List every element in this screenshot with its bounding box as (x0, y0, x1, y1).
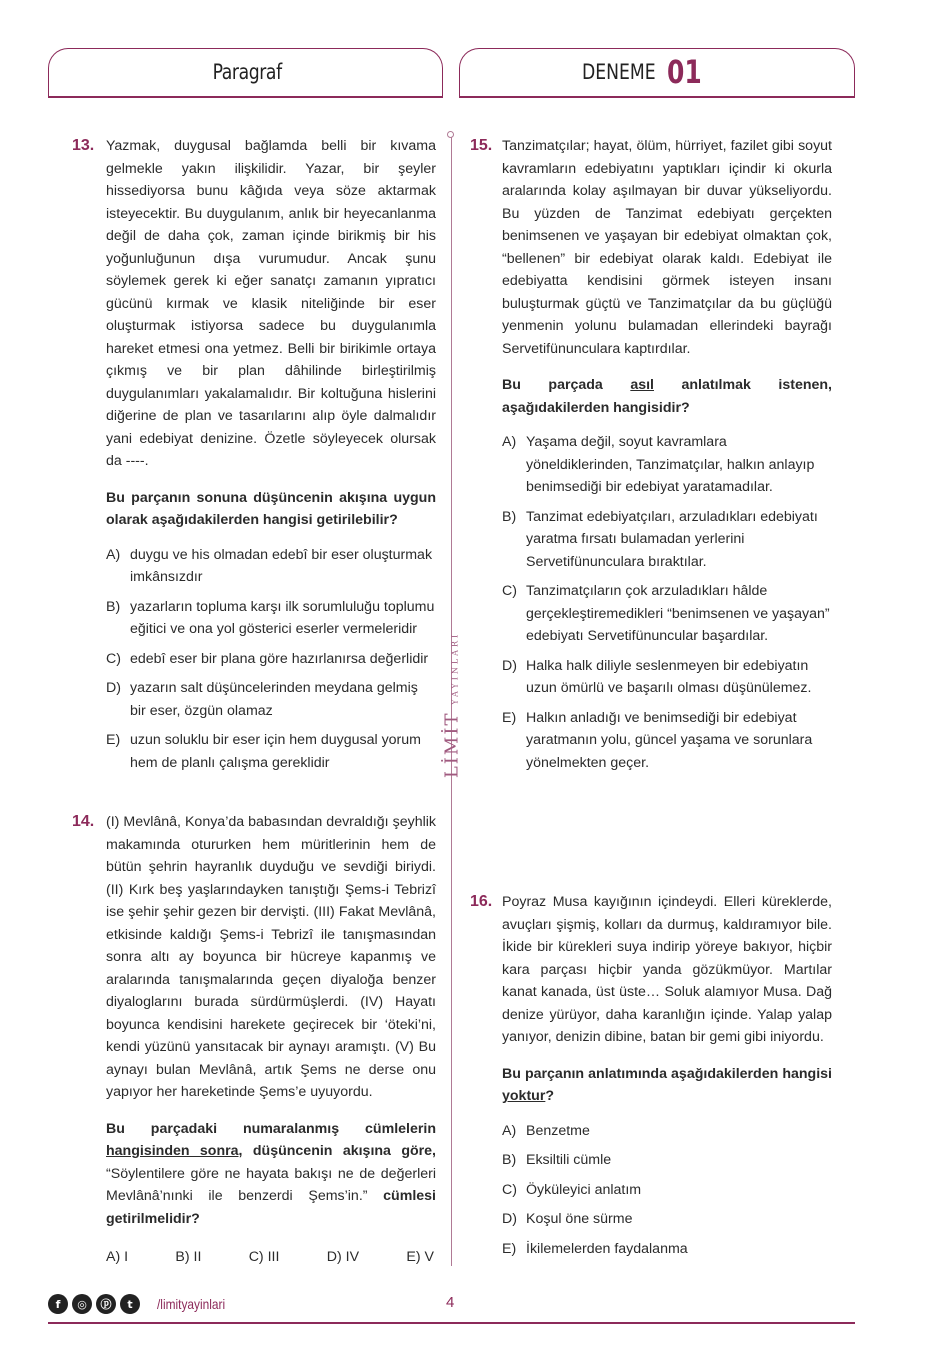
option-letter: B) (502, 1152, 517, 1168)
option-letter: A) (106, 546, 121, 563)
option-text: Tanzimat edebiyatçıları, arzuladıkları edebiyatı yaratma fırsatı bulamadan yerlerini Servetifünunculara bıraktılar. (526, 508, 818, 570)
option-letter: D) (502, 657, 517, 674)
answer-option[interactable] (106, 544, 436, 589)
option-letter: C) (502, 583, 517, 599)
option-text: yazarların topluma karşı ilk sorumluluğu toplumu eğitici ve ona yol gösterici eserler vermeleridir (130, 598, 435, 637)
answer-option[interactable] (502, 580, 832, 648)
answer-option[interactable] (502, 1238, 832, 1261)
option-text: duygu ve his olmadan edebî bir eser oluşturmak imkânsızdır (130, 546, 433, 585)
option-text: Eksiltili cümle (526, 1152, 612, 1168)
question-stem: Bu parçanın anlatımında aşağıdakilerden hangisi yoktur? (502, 1065, 832, 1104)
option-text: Öyküleyici anlatım (526, 1181, 642, 1198)
answer-option[interactable] (502, 1208, 832, 1231)
option-letter: E) (106, 732, 121, 748)
option-letter: A) (502, 434, 517, 450)
answer-option[interactable]: B) II (175, 1249, 202, 1265)
question-number: 16. (470, 893, 493, 910)
question-stem: Bu parçanın sonuna düşüncenin akışına uygun olarak aşağıdakilerden hangisi getirilebilir? (106, 489, 436, 528)
deneme-label: DENEME (582, 60, 656, 84)
footer-rule (48, 1322, 855, 1324)
social-handle: /limityayinlari (157, 1296, 226, 1312)
answer-option[interactable] (502, 707, 832, 775)
answer-option[interactable]: A) I (106, 1249, 129, 1265)
option-letter: B) (502, 508, 517, 525)
question-number: 14. (72, 813, 95, 830)
answer-option[interactable] (502, 655, 832, 700)
option-letter: E) (502, 709, 517, 726)
subject-title: Paragraf (212, 60, 282, 84)
option-letter: C) (502, 1181, 517, 1198)
answer-option[interactable] (502, 506, 832, 574)
answer-option[interactable]: D) IV (326, 1249, 360, 1265)
question-text: (I) Mevlânâ, Konya’da babasından devraldığı şeyhlik makamında otururken hem müritlerinin hem de bütün şehrin hayranlık duyduğu ve sevdiği biriydi. (II) Kırk beş yaşlarındayken tanıştığı Şems-i Tebrizî ise şehir şehir gezen bir dervişti. (III) Fakat Mevlânâ, etkisinde kaldığı Şems-i Tebrizî ile tanışmasından sonra altı ay boyunca bir hücreye kapanmış ve aralarında tanışmalarında geçen diyaloğa benzer diyaloglarını burada sürdürmüşlerdi. (IV) Hayatı boyunca kendisini harekete geçirecek bir ‘öteki’ni, kendi yüzünü yansıtacak bir aynayı aramıştı. (V) Bu aynayı bulan Mevlânâ, artık Şems ne derse onu yapıyor her hareketinde Şems’e uyuyordu. (106, 814, 436, 1100)
option-text: Halkın anladığı ve benimsediği bir edebiyat yaratmanın yolu, güncel yaşama ve sorunlara yönelmekten geçer. (526, 709, 813, 771)
question-stem: Bu parçada asıl anlatılmak istenen, aşağıdakilerden hangisidir? (502, 377, 832, 416)
option-text: edebî eser bir plana göre hazırlanırsa değerlidir (130, 650, 429, 667)
option-text: Koşul öne sürme (526, 1211, 633, 1227)
answer-option[interactable] (502, 1120, 832, 1143)
facebook-icon[interactable]: f (48, 1294, 68, 1314)
option-letter: D) (502, 1211, 517, 1227)
answer-option[interactable]: C) III (248, 1249, 280, 1265)
answer-option[interactable] (502, 1179, 832, 1202)
option-letter: C) (106, 650, 121, 667)
answer-option[interactable] (106, 596, 436, 641)
brand-watermark: LİMİT YAYINLARI (441, 631, 463, 779)
option-text: İkilemelerden faydalanma (526, 1240, 688, 1257)
option-text: yazarın salt düşüncelerinden meydana gelmiş bir eser, özgün olamaz (130, 680, 418, 719)
option-text: Benzetme (526, 1122, 590, 1139)
pinterest-icon[interactable]: ⓟ (96, 1294, 116, 1314)
answer-option[interactable] (106, 729, 436, 774)
question-text: Poyraz Musa kayığının içindeydi. Elleri küreklerde, avuçları şişmiş, kolları da durmuş, kaldıramıyor bile. İkide bir kürekleri suya indirip yöreye bakıyor, hiçbir kara parçası hiçbir yanda gözükmüyor. Martılar kanat kanada, üst üste… Soluk alamıyor Musa. Dağ denize yürüyor, daha karanlığın içinde. Yalap yalap yanıyor, denizin dibine, batan bir gemi gibi iniyordu. (502, 894, 832, 1045)
answer-option[interactable] (106, 648, 436, 671)
option-text: Halka halk diliyle seslenmeyen bir edebiyatın uzun ömürlü ve başarılı olması düşünülemez. (526, 657, 812, 696)
option-text: Tanzimatçıların çok arzuladıkları hâlde gerçekleştiremedikleri “benimsenen ve yaşayan” edebiyatı Servetifünuncular başardılar. (526, 583, 830, 644)
option-text: uzun soluklu bir eser için hem duygusal yorum hem de planlı çalışma gereklidir (130, 732, 421, 771)
header-rule-right (459, 96, 855, 98)
option-letter: D) (106, 680, 121, 696)
answer-option[interactable] (106, 677, 436, 722)
question-13 (106, 135, 436, 774)
question-16 (502, 891, 832, 1260)
option-letter: B) (106, 598, 121, 615)
question-14 (106, 811, 436, 1269)
question-stem: Bu parçadaki numaralanmış cümlelerin hangisinden sonra, düşüncenin akışına göre, “Söylentilere göre ne hayata bakışı ne de değerleri Mevlânâ’nınki ile benzerdi Şems’in.” cümlesi getirilmelidir? (106, 1120, 436, 1227)
option-letter: A) (502, 1122, 517, 1139)
instagram-icon[interactable]: ◎ (72, 1294, 92, 1314)
answer-option[interactable] (502, 1149, 832, 1172)
question-15 (502, 135, 832, 774)
header-rule-left (48, 96, 443, 98)
divider-dot (447, 131, 454, 138)
option-letter: E) (502, 1240, 517, 1257)
twitter-icon[interactable]: t (120, 1294, 140, 1314)
answer-option[interactable]: E) V (406, 1249, 434, 1265)
page-number: 4 (446, 1294, 455, 1311)
question-text: Yazmak, duygusal bağlamda belli bir kıvama gelmekle yakın ilişkilidir. Yazar, bir şeyler hissediyorsa bunu kâğıda veya söze aktarmak isteyecektir. Bu duygulanım, anlık bir heyecanlanma değil de daha çok, zaman içinde birikmiş bir his yoğunluğunun dışa vurumudur. Ancak şunu söylemek gerek ki eğer sanatçı zamanın yıpratıcı gücünü kırmak ve klasik niteliğinde bir eser oluşturmak istiyorsa sadece bu duygulanımla hareket etmesi ona yetmez. Belli bir birikimle ortaya çıkmış ve bir plan dâhilinde birleştirilmiş duygulanımları yakalamalıdır. Bir koltuğuna hislerini diğerine de plan ve tasarılarını alıp öyle dalmalıdır yani edebiyat denizine. Özetle söyleyecek olursak da ----. (106, 138, 436, 469)
social-icons (48, 1294, 140, 1314)
question-number: 15. (470, 137, 493, 154)
option-text: Yaşama değil, soyut kavramlara yöneldiklerinden, Tanzimatçılar, halkın anlayıp benimsediği bir edebiyat yaratamadılar. (526, 434, 815, 495)
deneme-header-box (459, 48, 855, 96)
answer-option[interactable] (502, 431, 832, 499)
deneme-number: 01 (667, 53, 702, 91)
question-text: Tanzimatçılar; hayat, ölüm, hürriyet, fazilet gibi soyut kavramların edebiyatını yaptıkları içindir ki okurla aralarında kolay aşılmayan bir duvar yükseliyordu. Bu yüzden de Tanzimat edebiyatı gerçekten benimsenen ve yaşayan bir edebiyat olmaktan çok, “bellenen” bir edebiyat olarak kaldı. Edebiyat ile edebiyatta kendisini görmek isteyen insanı buluşturmak güçtü ve Tanzimatçılar da bu güçlüğü yenmenin yolunu bulamadan ellerindeki bayrağı Servetifünunculara kaptırdılar. (502, 138, 832, 357)
question-number: 13. (72, 137, 95, 154)
